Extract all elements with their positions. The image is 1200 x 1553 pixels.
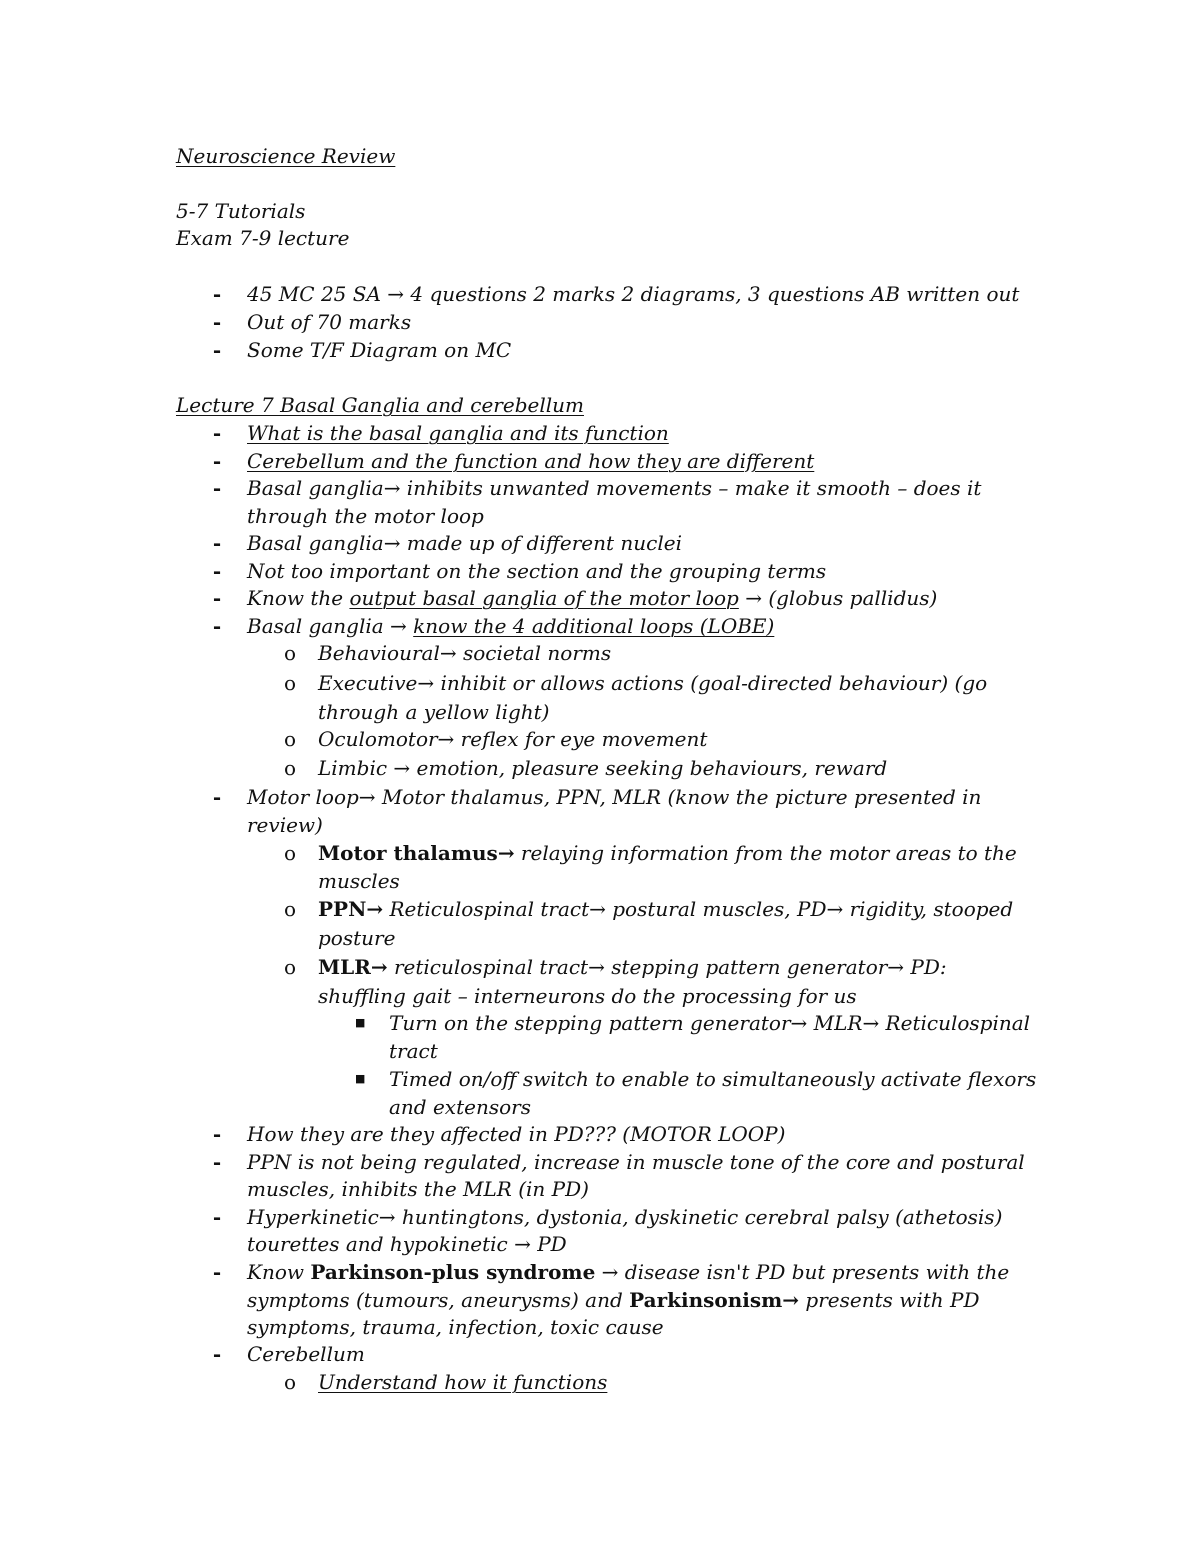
section-heading: Lecture 7 Basal Ganglia and cerebellum bbox=[176, 393, 584, 417]
sub-list-item bbox=[318, 953, 947, 981]
sub-list-item-continuation: muscles bbox=[318, 869, 400, 893]
list-item: Basal ganglia→ made up of different nuclei bbox=[247, 531, 682, 555]
sub-list-item: Behavioural→ societal norms bbox=[318, 641, 612, 665]
text-run: relaying information from the motor areas to the bbox=[514, 841, 1017, 865]
underlined-text: output basal ganglia of the motor loop bbox=[349, 586, 739, 610]
sub-list-item-continuation: through a yellow light) bbox=[318, 700, 550, 724]
square-bullet: ■ bbox=[355, 1072, 366, 1085]
dash-bullet: - bbox=[212, 1122, 222, 1146]
circle-bullet: o bbox=[284, 1370, 297, 1394]
underlined-text: know the 4 additional loops (LOBE) bbox=[413, 614, 775, 638]
list-item: What is the basal ganglia and its function bbox=[247, 421, 669, 445]
dash-bullet: - bbox=[212, 531, 222, 555]
dash-bullet: - bbox=[212, 1342, 222, 1366]
sub-sub-list-item: Turn on the stepping pattern generator→ MLR→ Reticulospinal bbox=[389, 1011, 1031, 1035]
text-run: reticulospinal tract→ stepping pattern generator→ PD: bbox=[387, 955, 947, 979]
text-run: → (globus pallidus) bbox=[738, 586, 938, 610]
meta-line: Exam 7-9 lecture bbox=[176, 226, 350, 250]
list-item-continuation: muscles, inhibits the MLR (in PD) bbox=[247, 1177, 589, 1201]
dash-bullet: - bbox=[212, 614, 222, 638]
sub-list-item: Limbic → emotion, pleasure seeking behaviours, reward bbox=[318, 756, 888, 780]
text-run: Reticulospinal tract→ postural muscles, PD→ rigidity, stooped bbox=[383, 897, 1014, 921]
text-run: → disease isn't PD but presents with the bbox=[595, 1260, 1010, 1284]
meta-line: 5-7 Tutorials bbox=[176, 199, 306, 223]
list-item: Not too important on the section and the grouping terms bbox=[247, 559, 827, 583]
list-item bbox=[247, 584, 937, 612]
sub-sub-list-item-continuation: and extensors bbox=[389, 1095, 531, 1119]
bold-term: Motor thalamus→ bbox=[318, 841, 515, 865]
list-item: Hyperkinetic→ huntingtons, dystonia, dyskinetic cerebral palsy (athetosis) bbox=[247, 1205, 1003, 1229]
circle-bullet: o bbox=[284, 756, 297, 780]
circle-bullet: o bbox=[284, 841, 297, 865]
list-item: Some T/F Diagram on MC bbox=[247, 338, 512, 362]
dash-bullet: - bbox=[212, 785, 222, 809]
list-item-continuation: through the motor loop bbox=[247, 504, 484, 528]
bold-term: Parkinson-plus syndrome bbox=[310, 1260, 596, 1284]
sub-list-item bbox=[318, 895, 1013, 923]
circle-bullet: o bbox=[284, 727, 297, 751]
dash-bullet: - bbox=[212, 1150, 222, 1174]
list-item: Cerebellum bbox=[247, 1342, 365, 1366]
list-item bbox=[247, 1258, 1009, 1286]
dash-bullet: - bbox=[212, 586, 222, 610]
dash-bullet: - bbox=[212, 310, 222, 334]
text-run: symptoms (tumours, aneurysms) and bbox=[247, 1288, 630, 1312]
sub-sub-list-item-continuation: tract bbox=[389, 1039, 438, 1063]
text-run: Know bbox=[247, 1260, 311, 1284]
sub-list-item-continuation: posture bbox=[318, 926, 396, 950]
circle-bullet: o bbox=[284, 955, 297, 979]
list-item: Motor loop→ Motor thalamus, PPN, MLR (know the picture presented in bbox=[247, 785, 982, 809]
text-run: presents with PD bbox=[799, 1288, 980, 1312]
dash-bullet: - bbox=[212, 559, 222, 583]
list-item: 45 MC 25 SA → 4 questions 2 marks 2 diagrams, 3 questions AB written out bbox=[247, 282, 1020, 306]
list-item: PPN is not being regulated, increase in muscle tone of the core and postural bbox=[247, 1150, 1025, 1174]
sub-list-item bbox=[318, 839, 1017, 867]
circle-bullet: o bbox=[284, 641, 297, 665]
sub-list-item: Oculomotor→ reflex for eye movement bbox=[318, 727, 708, 751]
dash-bullet: - bbox=[212, 421, 222, 445]
list-item-continuation: symptoms, trauma, infection, toxic cause bbox=[247, 1315, 664, 1339]
text-run: Know the bbox=[247, 586, 350, 610]
bold-term: Parkinsonism→ bbox=[629, 1288, 800, 1312]
list-item: How they are they affected in PD??? (MOTOR LOOP) bbox=[247, 1122, 786, 1146]
list-item-continuation bbox=[247, 1286, 980, 1314]
text-run: Basal ganglia → bbox=[247, 614, 414, 638]
sub-sub-list-item: Timed on/off switch to enable to simultaneously activate flexors bbox=[389, 1067, 1037, 1091]
list-item: Cerebellum and the function and how they are different bbox=[247, 449, 815, 473]
dash-bullet: - bbox=[212, 449, 222, 473]
square-bullet: ■ bbox=[355, 1016, 366, 1029]
bold-term: MLR→ bbox=[318, 955, 388, 979]
page-title: Neuroscience Review bbox=[176, 144, 396, 168]
dash-bullet: - bbox=[212, 1260, 222, 1284]
list-item-continuation: tourettes and hypokinetic → PD bbox=[247, 1232, 567, 1256]
circle-bullet: o bbox=[284, 897, 297, 921]
list-item: Out of 70 marks bbox=[247, 310, 412, 334]
sub-list-item: Understand how it functions bbox=[318, 1370, 608, 1394]
dash-bullet: - bbox=[212, 338, 222, 362]
sub-list-item: Executive→ inhibit or allows actions (goal-directed behaviour) (go bbox=[318, 671, 988, 695]
list-item-continuation: review) bbox=[247, 813, 323, 837]
circle-bullet: o bbox=[284, 671, 297, 695]
bold-term: PPN→ bbox=[318, 897, 384, 921]
sub-list-item-continuation: shuffling gait – interneurons do the processing for us bbox=[318, 984, 857, 1008]
dash-bullet: - bbox=[212, 476, 222, 500]
list-item bbox=[247, 612, 774, 640]
list-item: Basal ganglia→ inhibits unwanted movements – make it smooth – does it bbox=[247, 476, 982, 500]
dash-bullet: - bbox=[212, 282, 222, 306]
dash-bullet: - bbox=[212, 1205, 222, 1229]
